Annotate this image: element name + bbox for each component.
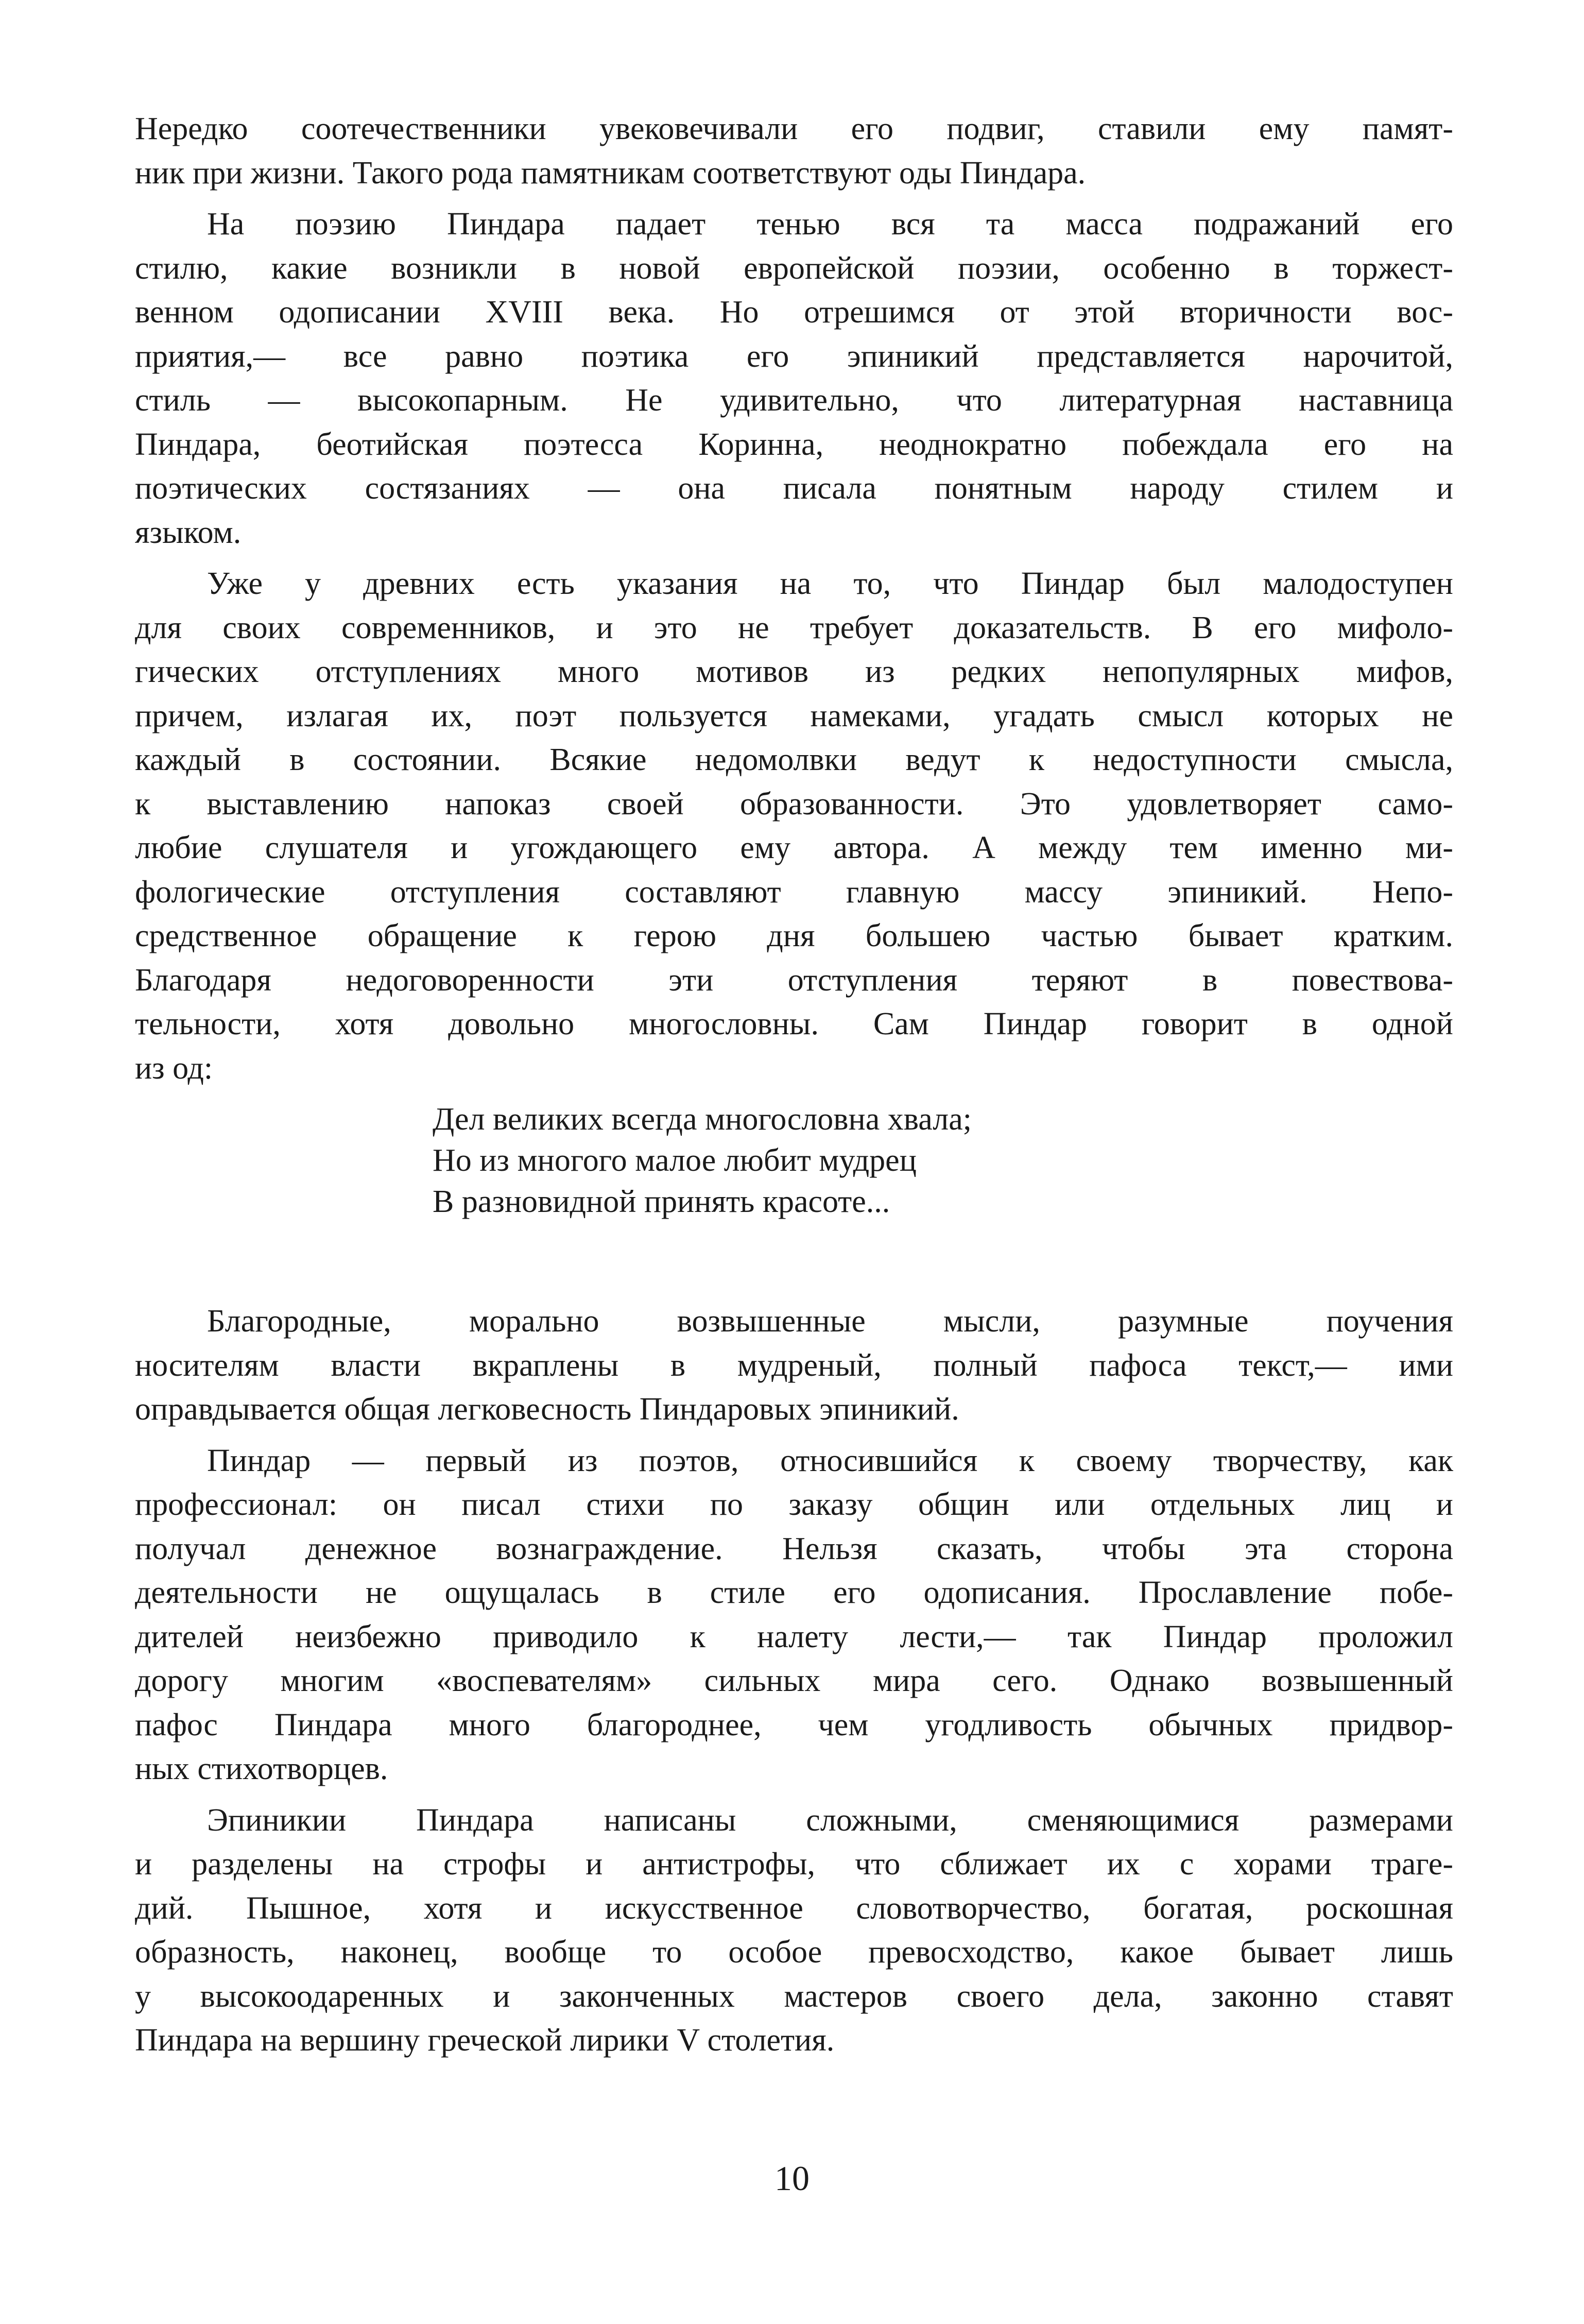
text-line: приятия,— все равно поэтика его эпиникий представляется нарочитой,	[135, 338, 1453, 374]
text-line: Пиндар — первый из поэтов, относившийся к своему творчеству, как	[207, 1443, 1453, 1478]
paragraph-gap	[135, 1432, 1453, 1439]
text-line: языком.	[135, 515, 242, 550]
text-line: Благодаря недоговоренности эти отступления теряют в повествова-	[135, 962, 1453, 998]
paragraph	[135, 562, 1453, 1090]
verse-quote	[433, 1099, 1453, 1222]
paragraph	[135, 1439, 1453, 1791]
text-block-before-verse	[135, 107, 1453, 1090]
text-line: получал денежное вознаграждение. Нельзя сказать, чтобы эта сторона	[135, 1531, 1453, 1566]
page-body	[135, 107, 1453, 2063]
text-line: для своих современников, и это не требует доказательств. В его мифоло-	[135, 610, 1453, 645]
text-line: каждый в состоянии. Всякие недомолвки ведут к недоступности смысла,	[135, 742, 1453, 777]
text-line: из од:	[135, 1050, 213, 1086]
text-line: ных стихотворцев.	[135, 1751, 388, 1786]
verse-line: В разновидной принять красоте...	[433, 1184, 890, 1219]
text-line: Нередко соотечественники увековечивали его подвиг, ставили ему памят-	[135, 111, 1453, 146]
paragraph-gap	[135, 195, 1453, 202]
text-block-after-verse	[135, 1300, 1453, 2063]
paragraph	[135, 1300, 1453, 1432]
text-line: образность, наконец, вообще то особое превосходство, какое бывает лишь	[135, 1935, 1453, 1970]
text-line: дорогу многим «воспевателям» сильных мира сего. Однако возвышенный	[135, 1663, 1453, 1698]
text-line: дий. Пышное, хотя и искусственное словотворчество, богатая, роскошная	[135, 1890, 1453, 1926]
verse-line: Но из многого малое любит мудрец	[433, 1143, 917, 1178]
text-line: пафос Пиндара много благороднее, чем угодливость обычных придвор-	[135, 1707, 1453, 1742]
text-line: Уже у древних есть указания на то, что Пиндар был малодоступен	[207, 566, 1453, 601]
text-line: На поэзию Пиндара падает тенью вся та масса подражаний его	[207, 207, 1453, 242]
text-line: Благородные, морально возвышенные мысли, разумные поучения	[207, 1304, 1453, 1339]
text-line: тельности, хотя довольно многословны. Сам Пиндар говорит в одной	[135, 1006, 1453, 1041]
text-line: деятельности не ощущалась в стиле его одописания. Прославление побе-	[135, 1575, 1453, 1610]
text-line: стиль — высокопарным. Не удивительно, что литературная наставница	[135, 383, 1453, 418]
text-line: к выставлению напоказ своей образованности. Это удовлетворяет само-	[135, 786, 1453, 822]
paragraph	[135, 202, 1453, 555]
text-line: гических отступлениях много мотивов из редких непопулярных мифов,	[135, 654, 1453, 689]
text-line: оправдывается общая легковесность Пиндаровых эпиникий.	[135, 1392, 959, 1427]
text-line: носителям власти вкраплены в мудреный, полный пафоса текст,— ими	[135, 1347, 1453, 1383]
text-line: и разделены на строфы и антистрофы, что сближает их с хорами траге-	[135, 1847, 1453, 1882]
text-line: профессионал: он писал стихи по заказу общин или отдельных лиц и	[135, 1487, 1453, 1522]
text-line: ник при жизни. Такого рода памятникам соответствуют оды Пиндара.	[135, 155, 1086, 191]
text-line: Пиндара, беотийская поэтесса Коринна, неоднократно побеждала его на	[135, 426, 1453, 462]
paragraph	[135, 107, 1453, 195]
text-line: дителей неизбежно приводило к налету лести,— так Пиндар проложил	[135, 1619, 1453, 1654]
text-line: поэтических состязаниях — она писала понятным народу стилем и	[135, 471, 1453, 506]
text-line: Эпиникии Пиндара написаны сложными, сменяющимися размерами	[207, 1802, 1453, 1838]
paragraph	[135, 1799, 1453, 2063]
text-line: средственное обращение к герою дня большею частью бывает кратким.	[135, 918, 1453, 953]
text-line: любие слушателя и угождающего ему автора. А между тем именно ми-	[135, 830, 1453, 865]
text-line: стилю, какие возникли в новой европейской поэзии, особенно в торжест-	[135, 250, 1453, 286]
page-number: 10	[774, 2159, 810, 2198]
verse-line: Дел великих всегда многословна хвала;	[433, 1102, 972, 1137]
paragraph-gap	[135, 555, 1453, 562]
text-line: фологические отступления составляют главную массу эпиникий. Непо-	[135, 874, 1453, 910]
paragraph-gap	[135, 1791, 1453, 1799]
text-line: причем, излагая их, поэт пользуется намеками, угадать смысл которых не	[135, 698, 1453, 733]
text-line: венном одописании XVIII века. Но отрешимся от этой вторичности вос-	[135, 295, 1453, 330]
text-line: у высокоодаренных и законченных мастеров своего дела, законно ставят	[135, 1978, 1453, 2014]
text-line: Пиндара на вершину греческой лирики V столетия.	[135, 2023, 835, 2058]
